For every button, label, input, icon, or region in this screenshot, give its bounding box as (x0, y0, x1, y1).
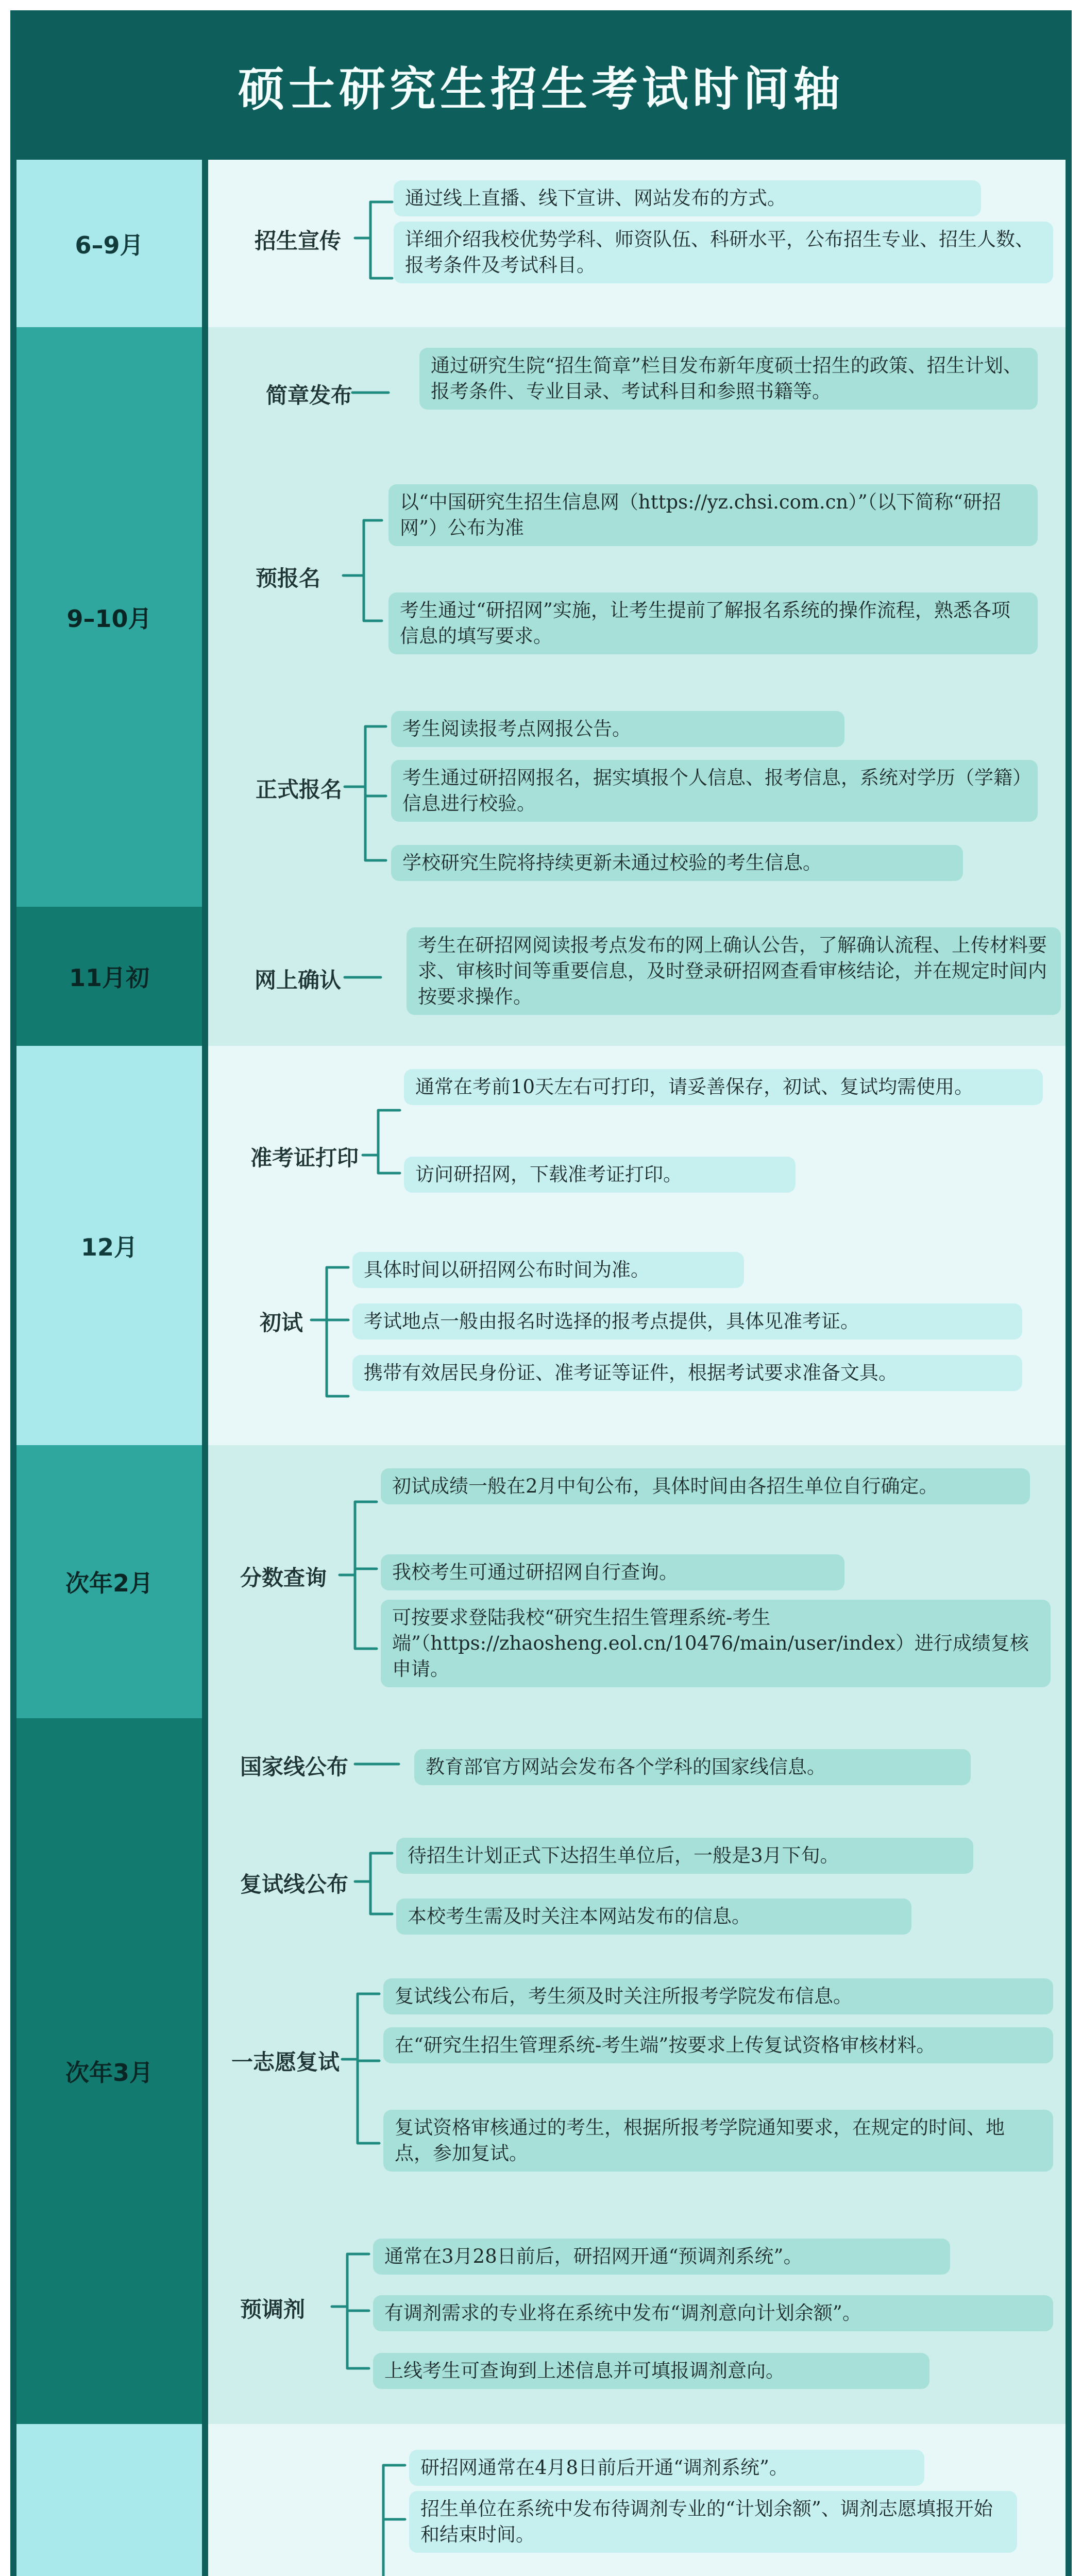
period-row (16, 327, 1066, 907)
timeline-item: 复试线公布后，考生须及时关注所报考学院发布信息。 (383, 1978, 1053, 2014)
timeline-item: 上线考生可查询到上述信息并可填报调剂意向。 (373, 2353, 929, 2389)
timeline-item: 携带有效居民身份证、准考证等证件，根据考试要求准备文具。 (352, 1355, 1022, 1391)
timeline-item: 复试资格审核通过的考生，根据所报考学院通知要求，在规定的时间、地点，参加复试。 (383, 2110, 1053, 2172)
category-label: 复试线公布 (240, 1872, 349, 1897)
timeline-item: 考生在研招网阅读报考点发布的网上确认公告，了解确认流程、上传材料要求、审核时间等重要信息，及时登录研招网查看审核结论，并在规定时间内按要求操作。 (407, 927, 1061, 1015)
category-label: 初试 (260, 1310, 303, 1335)
period-label: 次年3月 (16, 1718, 202, 2424)
timeline-item: 以“中国研究生招生信息网（https://yz.chsi.com.cn）”（以下简称“研招网”）公布为准 (388, 484, 1038, 546)
period-content (208, 1445, 1066, 1718)
timeline-item: 访问研招网，下载准考证打印。 (404, 1157, 796, 1193)
connector (345, 327, 396, 907)
timeline-item: 在“研究生招生管理系统-考生端”按要求上传复试资格审核材料。 (383, 2027, 1053, 2063)
title-bar (16, 18, 1066, 152)
period-label: 9–10月 (16, 327, 202, 907)
period-label: 6–9月 (16, 160, 202, 327)
page-title: 硕士研究生招生考试时间轴 (238, 62, 844, 116)
timeline-item: 考生阅读报考点网报公告。 (391, 711, 844, 747)
category-label: 正式报名 (256, 777, 343, 802)
period-row (16, 1445, 1066, 1718)
timeline-item: 有调剂需求的专业将在系统中发布“调剂意向计划余额”。 (373, 2295, 1053, 2331)
timeline-item: 本校考生需及时关注本网站发布的信息。 (396, 1899, 911, 1935)
period-label: 11月初 (16, 907, 202, 1046)
timeline-item: 详细介绍我校优势学科、师资队伍、科研水平，公布招生专业、招生人数、报考条件及考试科目。 (394, 222, 1053, 283)
category-label: 国家线公布 (240, 1754, 349, 1780)
timeline-item: 初试成绩一般在2月中旬公布，具体时间由各招生单位自行确定。 (381, 1468, 1030, 1504)
period-row (16, 2424, 1066, 2576)
category-label: 预调剂 (240, 2297, 306, 2322)
period-content (208, 160, 1066, 327)
timeline-item: 具体时间以研招网公布时间为准。 (352, 1252, 744, 1288)
timeline-item: 考生通过研招网报名，据实填报个人信息、报考信息，系统对学历（学籍）信息进行校验。 (391, 760, 1038, 822)
timeline-item: 我校考生可通过研招网自行查询。 (381, 1554, 844, 1590)
category-label: 一志愿复试 (231, 2049, 340, 2075)
category-label: 网上确认 (255, 968, 342, 993)
timeline-item: 通过线上直播、线下宣讲、网站发布的方式。 (394, 180, 981, 216)
connector (347, 2424, 399, 2576)
period-label: 12月 (16, 1046, 202, 1445)
period-content (208, 1718, 1066, 2424)
period-content (208, 327, 1066, 907)
timeline-item: 待招生计划正式下达招生单位后，一般是3月下旬。 (396, 1838, 973, 1874)
timeline-item: 考试地点一般由报名时选择的报考点提供，具体见准考证。 (352, 1303, 1022, 1340)
connector (345, 907, 407, 1046)
period-content (208, 907, 1066, 1046)
timeline-item: 学校研究生院将持续更新未通过校验的考生信息。 (391, 845, 963, 881)
period-content (208, 1046, 1066, 1445)
period-row (16, 1718, 1066, 2424)
timeline-item: 招生单位在系统中发布待调剂专业的“计划余额”、调剂志愿填报开始和结束时间。 (409, 2491, 1017, 2553)
period-label (16, 2424, 202, 2576)
period-row (16, 1046, 1066, 1445)
period-label: 次年2月 (16, 1445, 202, 1718)
category-label: 预报名 (256, 566, 321, 591)
timeline-item: 通常在3月28日前后，研招网开通“预调剂系统”。 (373, 2239, 950, 2275)
period-row (16, 907, 1066, 1046)
category-label: 准考证打印 (250, 1145, 359, 1171)
category-label: 简章发布 (266, 383, 353, 408)
period-content (208, 2424, 1066, 2576)
category-label: 分数查询 (240, 1565, 327, 1590)
timeline-item: 通常在考前10天左右可打印，请妥善保存，初试、复试均需使用。 (404, 1069, 1043, 1105)
timeline-item: 教育部官方网站会发布各个学科的国家线信息。 (414, 1749, 971, 1785)
timeline-item: 考生通过“研招网”实施，让考生提前了解报名系统的操作流程，熟悉各项信息的填写要求。 (388, 592, 1038, 654)
category-label: 招生宣传 (255, 228, 342, 253)
timeline-item: 可按要求登陆我校“研究生招生管理系统-考生端”（https://zhaosheng.eol.cn/10476/main/user/index）进行成绩复核申请。 (381, 1600, 1051, 1687)
timeline-item: 通过研究生院“招生简章”栏目发布新年度硕士招生的政策、招生计划、报考条件、专业目录、考试科目和参照书籍等。 (419, 348, 1038, 410)
period-row (16, 160, 1066, 327)
timeline-item: 研招网通常在4月8日前后开通“调剂系统”。 (409, 2450, 924, 2486)
